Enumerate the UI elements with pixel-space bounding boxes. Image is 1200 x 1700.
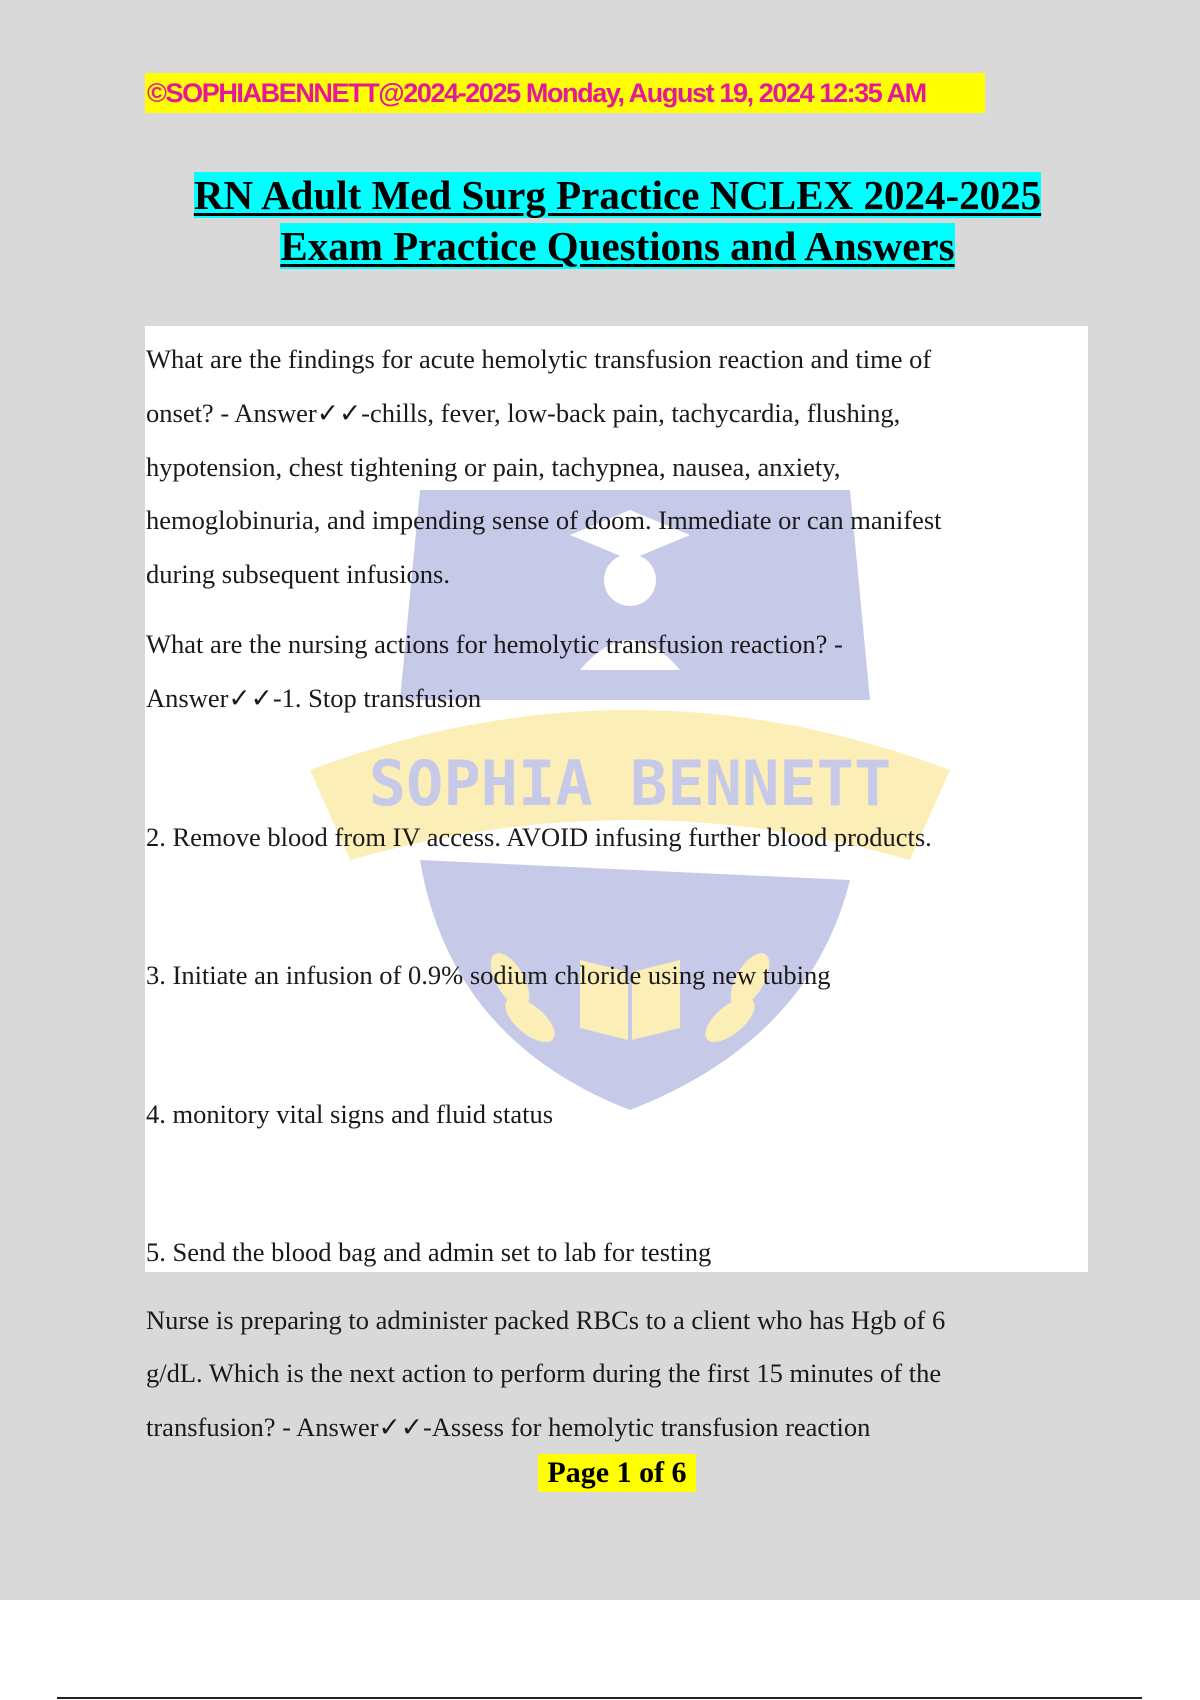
step-item: 5. Send the blood bag and admin set to lab for testing [146, 1237, 712, 1267]
q2-line: Answer✓✓-1. Stop transfusion [146, 683, 482, 713]
q1-line: hemoglobinuria, and impending sense of doom. Immediate or can manifest [146, 505, 942, 535]
title-line-1: RN Adult Med Surg Practice NCLEX 2024-2025 [193, 172, 1042, 218]
page-number: Page 1 of 6 [538, 1454, 696, 1492]
document-title [0, 170, 1200, 272]
q3-line: transfusion? - Answer✓✓-Assess for hemolytic transfusion reaction [146, 1412, 871, 1442]
q3-line: g/dL. Which is the next action to perform during the first 15 minutes of the [146, 1358, 942, 1388]
bottom-divider [57, 1697, 1142, 1699]
q2-line: What are the nursing actions for hemolytic transfusion reaction? - [146, 629, 843, 659]
copyright-banner: ©SOPHIABENNETT@2024-2025 Monday, August 19, 2024 12:35 AM [145, 73, 985, 113]
title-line-2: Exam Practice Questions and Answers [280, 223, 955, 269]
watermark-text: SOPHIA BENNETT [368, 747, 892, 820]
step-item: 4. monitory vital signs and fluid status [146, 1099, 554, 1129]
q1-line: during subsequent infusions. [146, 559, 450, 589]
q1-line: onset? - Answer✓✓-chills, fever, low-back pain, tachycardia, flushing, [146, 398, 901, 428]
step-item: 2. Remove blood from IV access. AVOID infusing further blood products. [146, 822, 932, 852]
q1-line: hypotension, chest tightening or pain, tachypnea, nausea, anxiety, [146, 452, 841, 482]
q3-line: Nurse is preparing to administer packed RBCs to a client who has Hgb of 6 [146, 1305, 946, 1335]
step-item: 3. Initiate an infusion of 0.9% sodium chloride using new tubing [146, 960, 831, 990]
q1-line: What are the findings for acute hemolytic transfusion reaction and time of [146, 344, 932, 374]
